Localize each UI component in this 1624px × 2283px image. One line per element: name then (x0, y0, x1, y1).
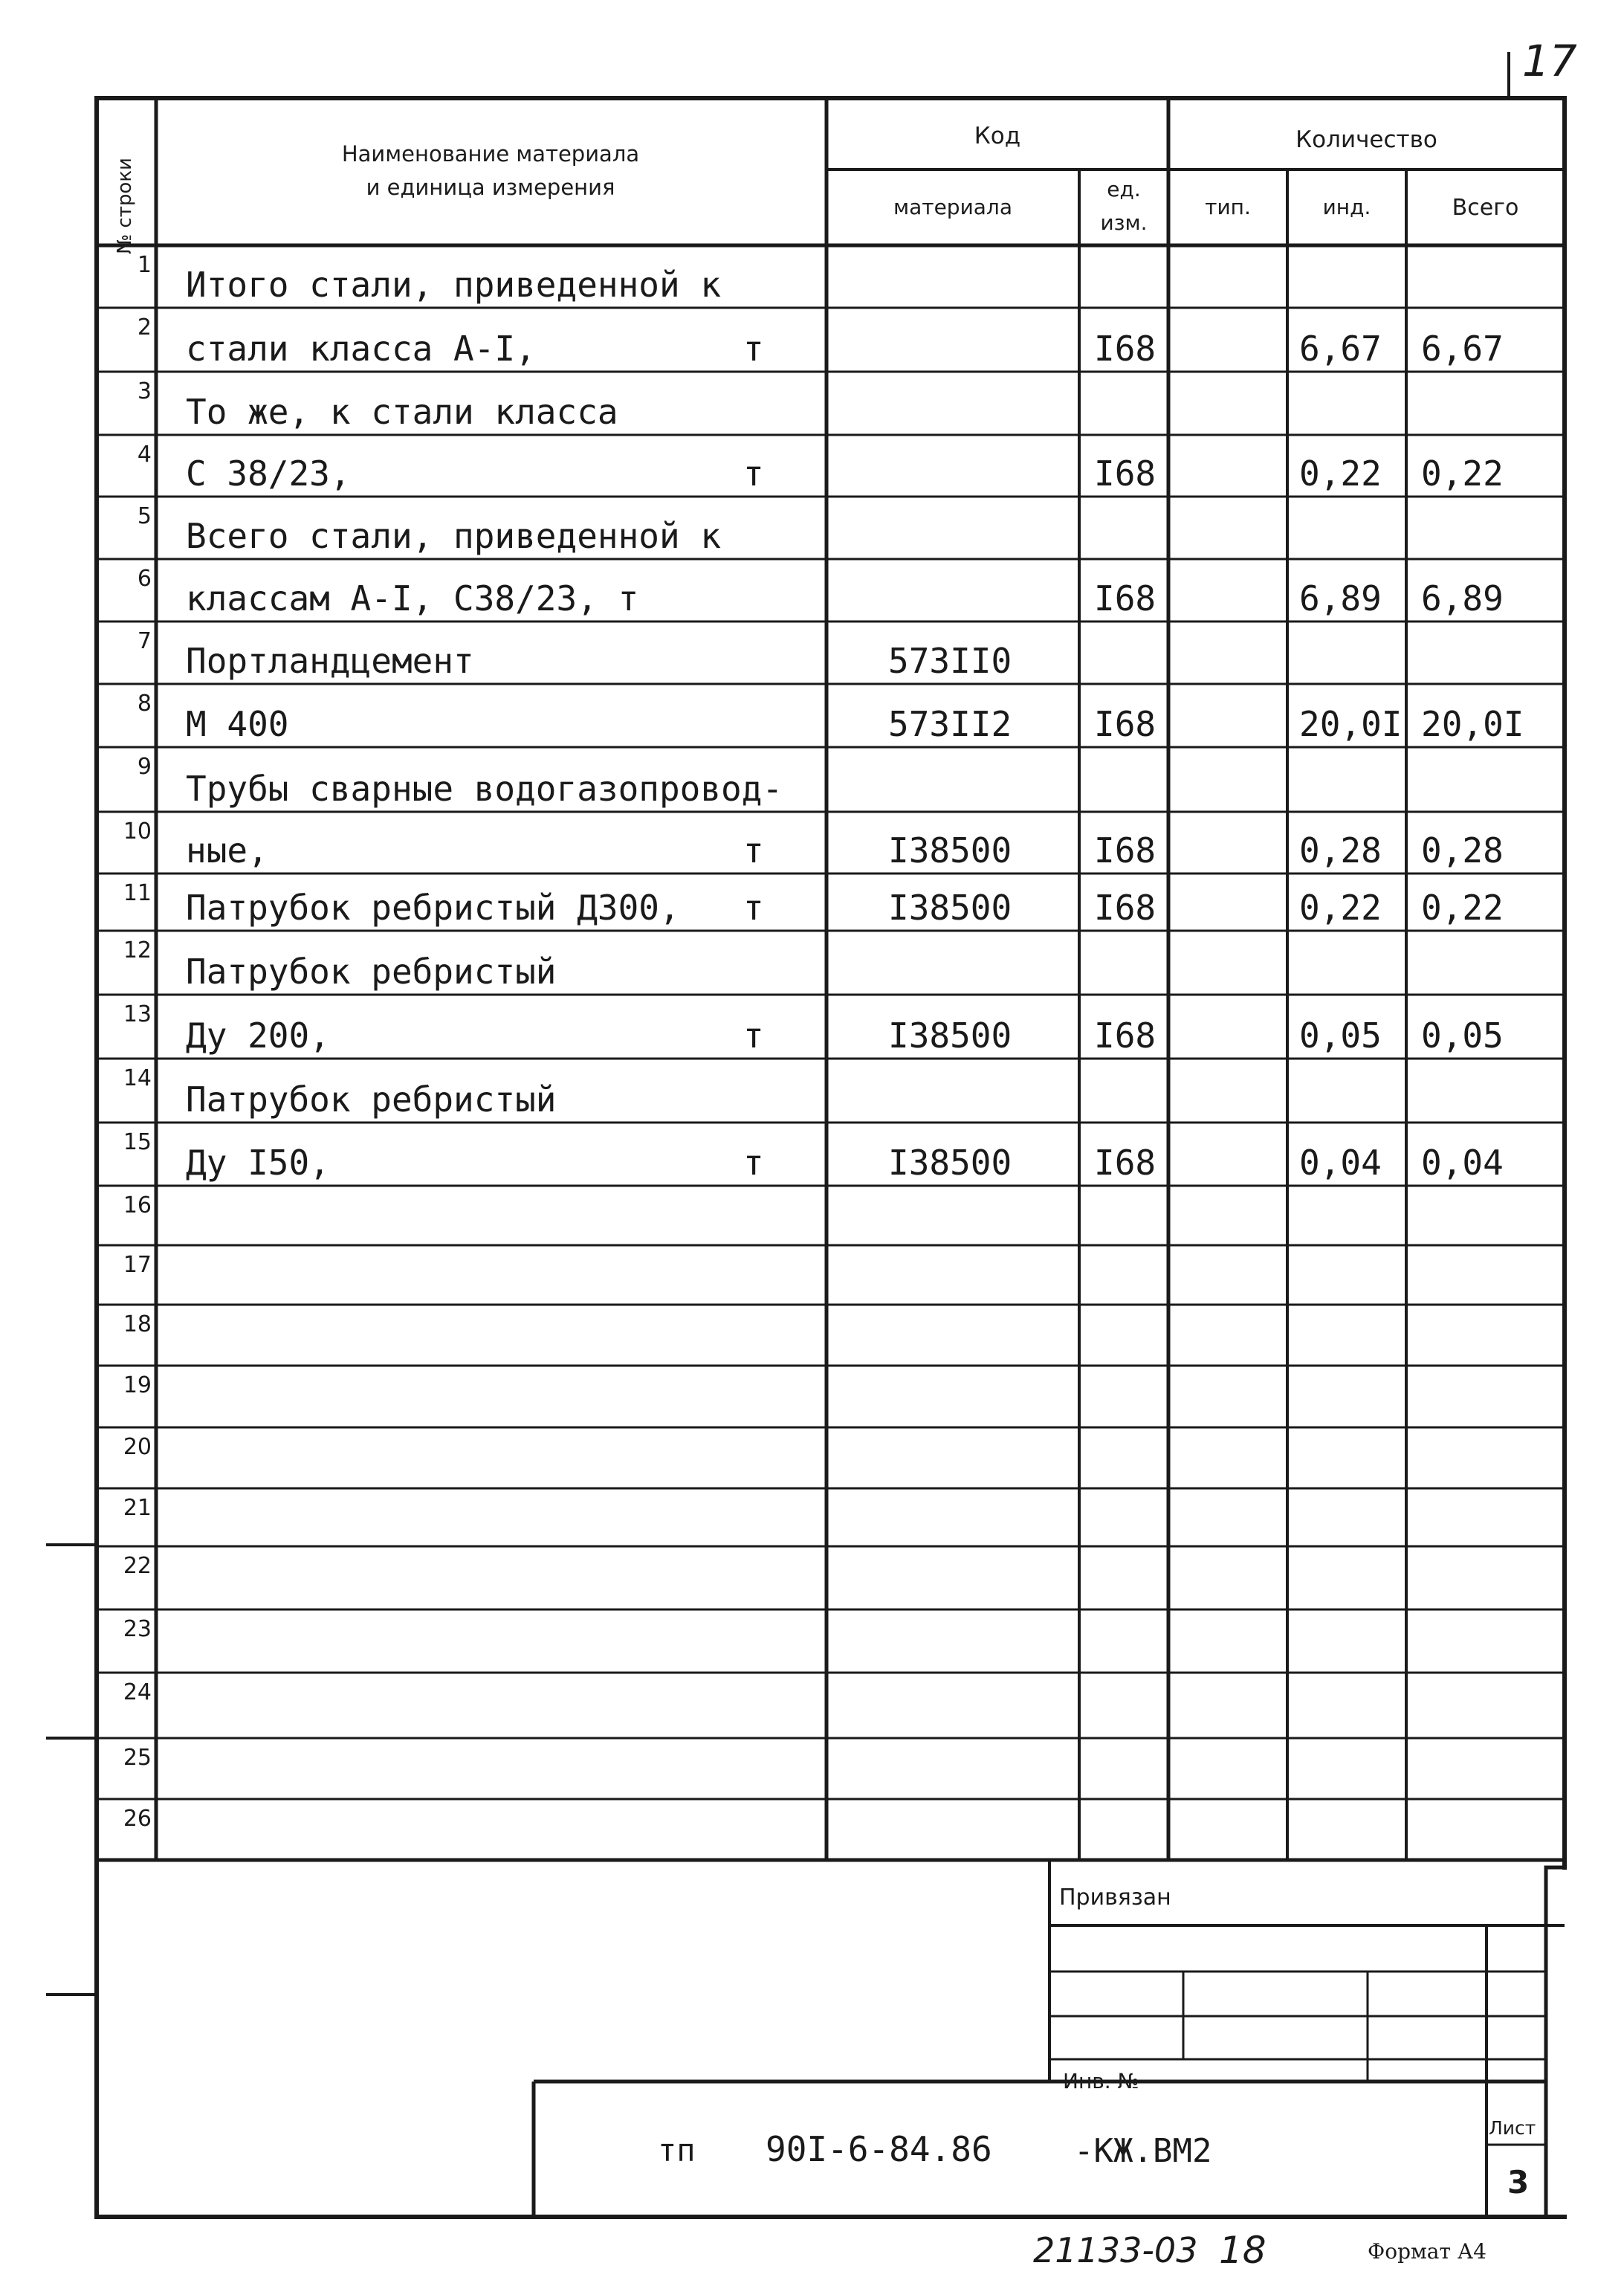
quantity-ind: 6,67 (1299, 329, 1382, 369)
header-ind: инд. (1322, 195, 1371, 219)
material-code: I38500 (888, 1143, 1012, 1183)
row-number: 26 (123, 1806, 152, 1832)
quantity-total: 6,67 (1421, 329, 1504, 369)
quantity-total: 0,05 (1421, 1015, 1504, 1056)
material-name: Портландцемент (186, 641, 474, 681)
quantity-ind: 6,89 (1299, 578, 1382, 619)
header-quantity: Количество (1295, 126, 1437, 153)
stamp-doc-suffix: -КЖ.ВМ2 (1074, 2132, 1212, 2170)
row-number: 6 (137, 566, 152, 592)
header-unit-line2: изм. (1100, 210, 1148, 235)
material-name: Трубы сварные водогазопровод- (186, 769, 783, 809)
row-number: 8 (137, 691, 152, 717)
material-name: Патрубок ребристый Д300, (186, 888, 680, 928)
material-name: М 400 (186, 704, 289, 744)
material-name: Ду 200, (186, 1015, 330, 1056)
unit-suffix: т (743, 830, 764, 871)
row-number: 15 (123, 1129, 152, 1155)
unit-suffix: т (743, 453, 764, 494)
material-code: I38500 (888, 1015, 1012, 1056)
unit-code: I68 (1094, 578, 1156, 619)
quantity-ind: 0,05 (1299, 1015, 1382, 1056)
material-code: 573II0 (888, 641, 1012, 681)
material-code: 573II2 (888, 704, 1012, 744)
header-typ: тип. (1205, 195, 1251, 219)
unit-code: I68 (1094, 888, 1156, 928)
material-name: Ду I50, (186, 1143, 330, 1183)
row-number: 1 (137, 252, 152, 278)
footer-format: Формат А4 (1368, 2239, 1486, 2264)
material-name: С 38/23, (186, 453, 351, 494)
material-name: стали класса А-I, (186, 329, 536, 369)
unit-code: I68 (1094, 1143, 1156, 1183)
stamp-doc-prefix: тп (658, 2132, 696, 2169)
footer-archive-page: 18 (1219, 2229, 1266, 2272)
unit-code: I68 (1094, 453, 1156, 494)
quantity-total: 0,22 (1421, 453, 1504, 494)
header-name-line1: Наименование материала (341, 141, 640, 167)
stamp-sheet-number: 3 (1507, 2164, 1530, 2200)
header-code: Код (974, 123, 1021, 149)
quantity-total: 0,22 (1421, 888, 1504, 928)
unit-code: I68 (1094, 704, 1156, 744)
row-number: 10 (123, 818, 152, 845)
row-number: 16 (123, 1192, 152, 1218)
row-number: 7 (137, 628, 152, 654)
stamp-inv-label: Инв. № (1063, 2069, 1139, 2093)
row-number: 9 (137, 754, 152, 780)
header-material: материала (893, 195, 1012, 219)
unit-suffix: т (743, 1015, 764, 1056)
unit-suffix: т (743, 329, 764, 369)
unit-code: I68 (1094, 1015, 1156, 1056)
row-number: 3 (137, 378, 152, 404)
quantity-ind: 0,04 (1299, 1143, 1382, 1183)
unit-suffix: т (743, 888, 764, 928)
stamp-doc-number: 90I-6-84.86 (766, 2129, 992, 2169)
row-number: 19 (123, 1372, 152, 1398)
row-number: 12 (123, 937, 152, 963)
material-name: Итого стали, приведенной к (186, 265, 722, 305)
row-number: 20 (123, 1434, 152, 1460)
row-number: 18 (123, 1311, 152, 1337)
material-name: классам А-I, С38/23, т (186, 578, 639, 619)
material-code: I38500 (888, 830, 1012, 871)
stamp-sheet-label: Лист (1489, 2117, 1536, 2139)
stamp-attached-label: Привязан (1059, 1885, 1171, 1911)
row-number: 14 (123, 1065, 152, 1091)
material-code: I38500 (888, 888, 1012, 928)
unit-code: I68 (1094, 329, 1156, 369)
footer-archive-number: 21133-03 (1033, 2230, 1198, 2270)
quantity-ind: 0,22 (1299, 453, 1382, 494)
quantity-ind: 0,28 (1299, 830, 1382, 871)
quantity-ind: 0,22 (1299, 888, 1382, 928)
row-number: 22 (123, 1553, 152, 1579)
unit-code: I68 (1094, 830, 1156, 871)
row-number: 4 (137, 442, 152, 468)
row-number: 2 (137, 314, 152, 340)
material-name: То же, к стали класса (186, 392, 618, 432)
quantity-total: 20,0I (1421, 704, 1524, 744)
page-mark: 17 (1522, 36, 1577, 86)
row-number: 21 (123, 1495, 152, 1521)
header-unit-line1: ед. (1107, 177, 1141, 201)
row-number: 25 (123, 1745, 152, 1771)
quantity-total: 6,89 (1421, 578, 1504, 619)
quantity-total: 0,04 (1421, 1143, 1504, 1183)
material-name: Патрубок ребристый (186, 952, 557, 992)
quantity-total: 0,28 (1421, 830, 1504, 871)
row-number: 13 (123, 1001, 152, 1027)
unit-suffix: т (743, 1143, 764, 1183)
header-name-line2: и единица измерения (366, 175, 615, 200)
quantity-ind: 20,0I (1299, 704, 1403, 744)
row-number: 23 (123, 1616, 152, 1642)
row-number: 17 (123, 1252, 152, 1278)
material-name: Патрубок ребристый (186, 1079, 557, 1120)
material-name: ные, (186, 830, 268, 871)
row-number: 5 (137, 503, 152, 529)
material-name: Всего стали, приведенной к (186, 516, 722, 556)
header-row-number: № строки (114, 158, 136, 254)
row-number: 24 (123, 1679, 152, 1705)
row-number: 11 (123, 880, 152, 906)
header-total: Всего (1452, 195, 1519, 221)
